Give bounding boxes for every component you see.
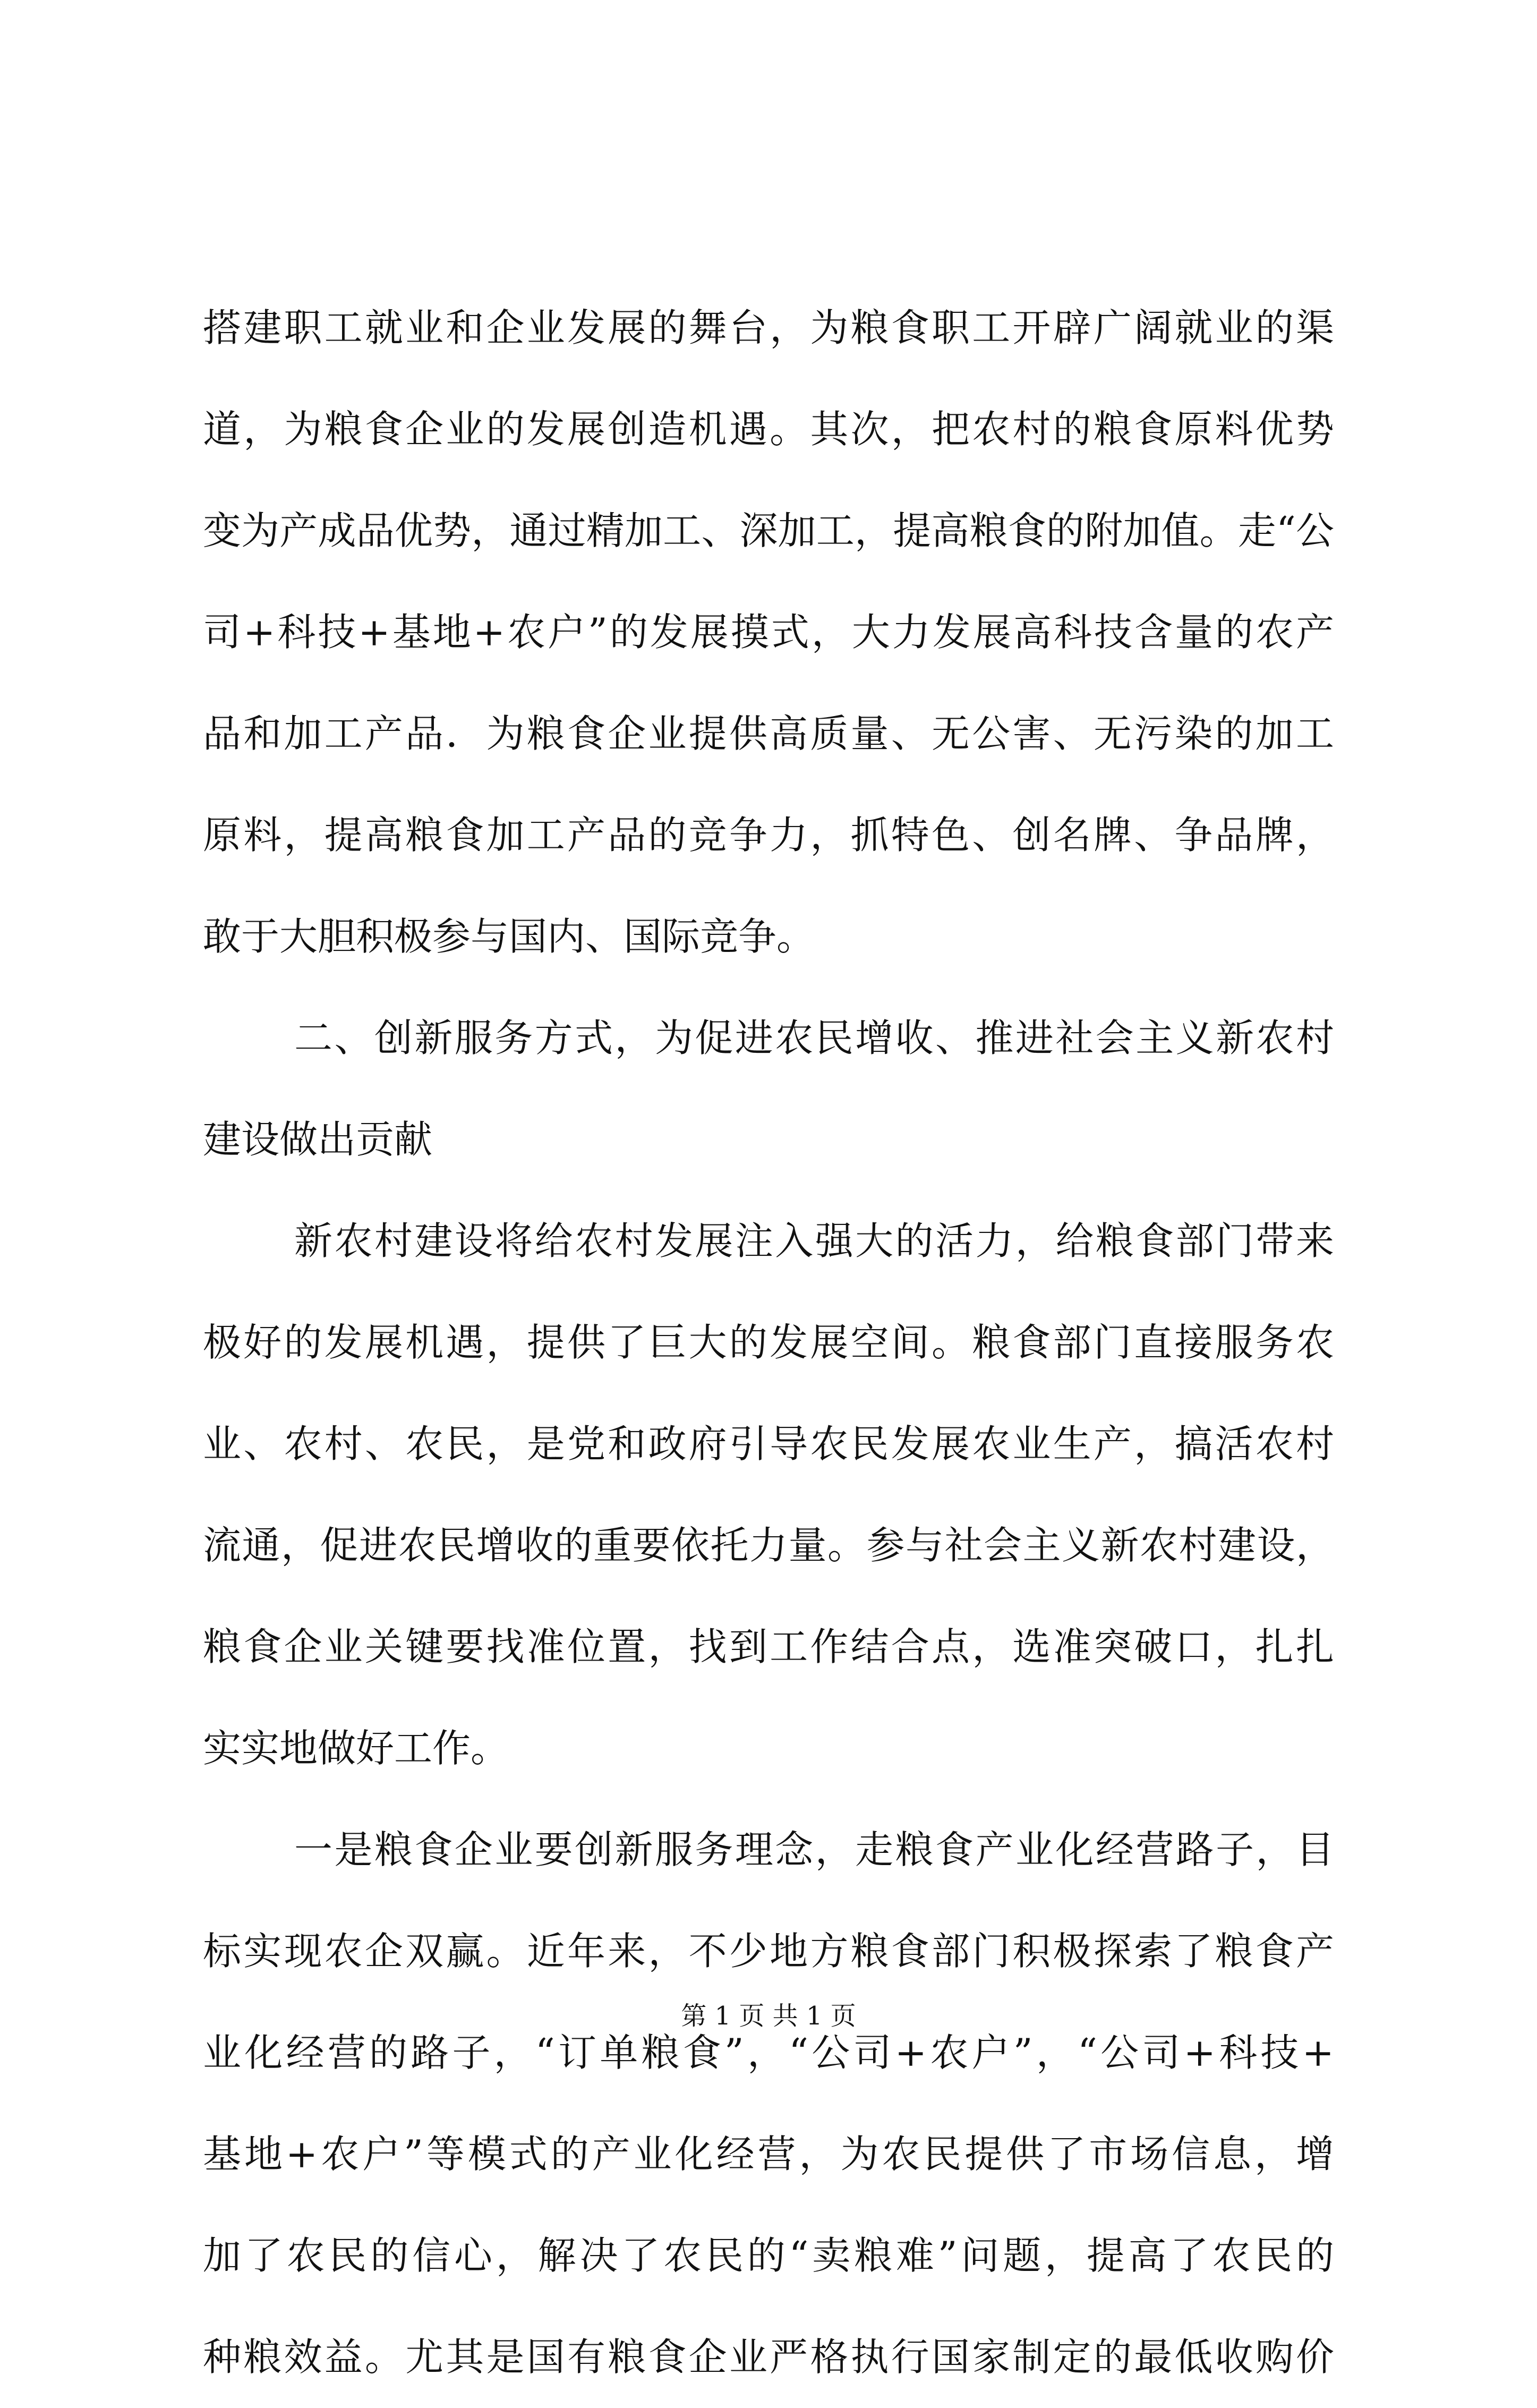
text-line: 业、农村、农民，是党和政府引导农民发展农业生产，搞活农村 [203, 1422, 1334, 1466]
text-line: 业化经营的路子，“订单粮食”，“公司+农户”，“公司+科技+ [203, 2030, 1334, 2075]
page-number-footer: 第 1 页 共 1 页 [681, 2001, 856, 2031]
body-text [203, 277, 1334, 2408]
text-line: 实实地做好工作。 [203, 1726, 509, 1771]
text-line: 加了农民的信心，解决了农民的“卖粮难”问题，提高了农民的 [203, 2233, 1334, 2278]
text-line: 搭建职工就业和企业发展的舞台，为粮食职工开辟广阔就业的渠 [203, 305, 1334, 350]
text-line: 敢于大胆积极参与国内、国际竞争。 [203, 914, 815, 959]
text-line: 基地+农户”等模式的产业化经营，为农民提供了市场信息，增 [203, 2132, 1334, 2176]
section-heading-line: 建设做出贡献 [203, 1117, 433, 1162]
text-line: 新农村建设将给农村发展注入强大的活力，给粮食部门带来 [294, 1219, 1334, 1263]
text-line: 道，为粮食企业的发展创造机遇。其次，把农村的粮食原料优势 [203, 407, 1334, 452]
section-heading-line: 二、创新服务方式，为促进农民增收、推进社会主义新农村 [294, 1016, 1334, 1060]
text-line: 司+科技+基地+农户”的发展摸式，大力发展高科技含量的农产 [203, 610, 1334, 654]
text-line: 极好的发展机遇，提供了巨大的发展空间。粮食部门直接服务农 [203, 1320, 1334, 1365]
text-line: 原料，提高粮食加工产品的竞争力，抓特色、创名牌、争品牌， [203, 813, 1334, 857]
text-line: 变为产成品优势，通过精加工、深加工，提高粮食的附加值。走“公 [203, 508, 1334, 553]
text-line: 一是粮食企业要创新服务理念，走粮食产业化经营路子，目 [294, 1827, 1334, 1872]
text-line: 粮食企业关键要找准位置，找到工作结合点，选准突破口，扎扎 [203, 1624, 1334, 1669]
text-line: 标实现农企双赢。近年来，不少地方粮食部门积极探索了粮食产 [203, 1929, 1334, 1973]
text-line: 流通，促进农民增收的重要依托力量。参与社会主义新农村建设， [203, 1523, 1334, 1568]
text-line: 品和加工产品．为粮食企业提供高质量、无公害、无污染的加工 [203, 711, 1334, 756]
text-line: 种粮效益。尤其是国有粮食企业严格执行国家制定的最低收购价 [203, 2335, 1334, 2379]
